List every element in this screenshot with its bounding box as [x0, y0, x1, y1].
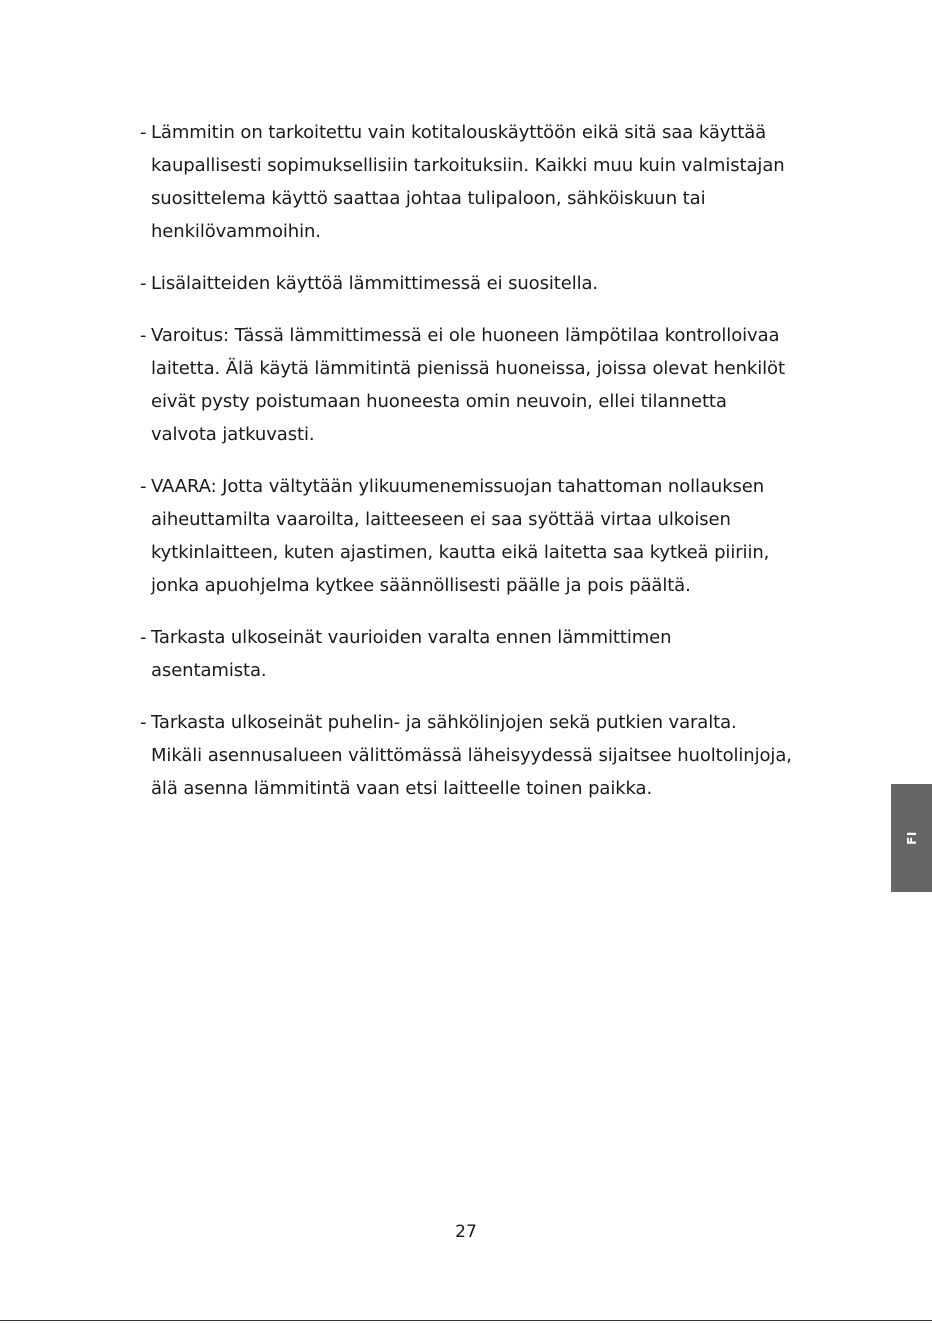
instructions-list — [140, 116, 820, 824]
list-dash: - — [140, 122, 147, 143]
instruction-item — [140, 116, 820, 248]
instruction-line: kaupallisesti sopimuksellisiin tarkoituksiin. Kaikki muu kuin valmistajan — [151, 155, 785, 176]
instruction-line: asentamista. — [151, 660, 267, 681]
instruction-line: henkilövammoihin. — [151, 221, 321, 242]
list-dash: - — [140, 627, 147, 648]
list-dash: - — [140, 476, 147, 497]
page-number: 27 — [455, 1222, 477, 1242]
instruction-line: Lisälaitteiden käyttöä lämmittimessä ei suositella. — [151, 273, 599, 294]
instruction-item — [140, 267, 820, 300]
instruction-line: Tarkasta ulkoseinät vaurioiden varalta ennen lämmittimen — [151, 627, 672, 648]
instruction-line: jonka apuohjelma kytkee säännöllisesti päälle ja pois päältä. — [151, 575, 691, 596]
instruction-line: laitetta. Älä käytä lämmitintä pienissä huoneissa, joissa olevat henkilöt — [151, 358, 785, 379]
instruction-line: Lämmitin on tarkoitettu vain kotitalouskäyttöön eikä sitä saa käyttää — [151, 122, 767, 143]
instruction-item — [140, 706, 820, 805]
list-dash: - — [140, 273, 147, 294]
language-tab-label: FI — [904, 831, 919, 845]
instruction-line: Varoitus: Tässä lämmittimessä ei ole huoneen lämpötilaa kontrolloivaa — [151, 325, 780, 346]
bottom-divider — [0, 1320, 932, 1321]
instruction-line: Tarkasta ulkoseinät puhelin- ja sähkölinjojen sekä putkien varalta. — [151, 712, 737, 733]
instruction-line: älä asenna lämmitintä vaan etsi laitteelle toinen paikka. — [151, 778, 653, 799]
instruction-line: suosittelema käyttö saattaa johtaa tulipaloon, sähköiskuun tai — [151, 188, 706, 209]
instruction-line: VAARA: Jotta vältytään ylikuumenemissuojan tahattoman nollauksen — [151, 476, 765, 497]
instruction-line: kytkinlaitteen, kuten ajastimen, kautta eikä laitetta saa kytkeä piiriin, — [151, 542, 770, 563]
instruction-item — [140, 470, 820, 602]
instruction-line: Mikäli asennusalueen välittömässä läheisyydessä sijaitsee huoltolinjoja, — [151, 745, 792, 766]
list-dash: - — [140, 325, 147, 346]
list-dash: - — [140, 712, 147, 733]
instruction-line: eivät pysty poistumaan huoneesta omin neuvoin, ellei tilannetta — [151, 391, 727, 412]
instruction-line: valvota jatkuvasti. — [151, 424, 315, 445]
language-tab — [891, 784, 932, 892]
instruction-item — [140, 621, 820, 687]
instruction-item — [140, 319, 820, 451]
instruction-line: aiheuttamilta vaaroilta, laitteeseen ei saa syöttää virtaa ulkoisen — [151, 509, 731, 530]
